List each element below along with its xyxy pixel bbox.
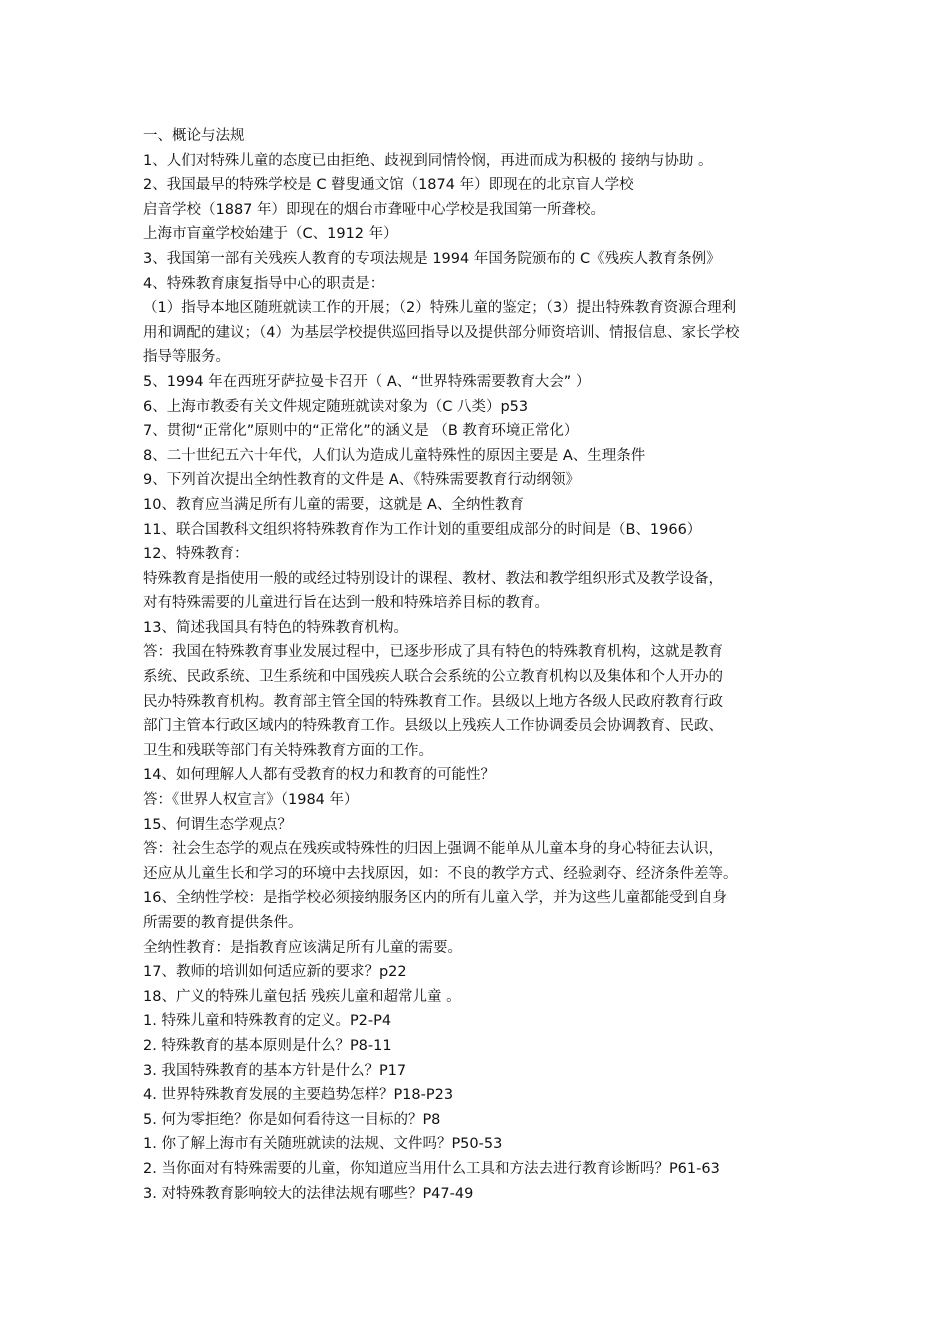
text-line: 3. 对特殊教育影响较大的法律法规有哪些？P47-49 [143, 1185, 474, 1202]
text-line: 3、我国第一部有关残疾人教育的专项法规是 1994 年国务院颁布的 C《残疾人教育条例》 [143, 250, 721, 267]
text-line: 9、下列首次提出全纳性教育的文件是 A、《特殊需要教育行动纲领》 [143, 472, 581, 489]
section-heading: 一、概论与法规 [143, 128, 245, 144]
text-line: （1）指导本地区随班就读工作的开展；（2）特殊儿童的鉴定；（3）提出特殊教育资源合理利 [143, 300, 737, 317]
text-line: 启音学校（1887 年）即现在的烟台市聋哑中心学校是我国第一所聋校。 [143, 201, 606, 218]
text-line: 用和调配的建议；（4）为基层学校提供巡回指导以及提供部分师资培训、情报信息、家长学校 [143, 324, 740, 341]
text-line: 15、何谓生态学观点？ [143, 816, 292, 833]
text-line: 5、1994 年在西班牙萨拉曼卡召开（ A、“世界特殊需要教育大会” ） [143, 373, 591, 390]
text-line: 14、如何理解人人都有受教育的权力和教育的可能性？ [143, 767, 495, 784]
text-line: 2、我国最早的特殊学校是 C 瞽叟通文馆（1874 年）即现在的北京盲人学校 [143, 177, 634, 194]
text-line: 8、二十世纪五六十年代，人们认为造成儿童特殊性的原因主要是 A、生理条件 [143, 447, 646, 464]
text-line: 1、人们对特殊儿童的态度已由拒绝、歧视到同情怜悯，再进而成为积极的 接纳与协助 。 [143, 152, 713, 169]
text-line: 3. 我国特殊教育的基本方针是什么？P17 [143, 1062, 407, 1079]
text-line: 还应从儿童生长和学习的环境中去找原因，如：不良的教学方式、经验剥夺、经济条件差等。 [143, 865, 738, 882]
text-line: 上海市盲童学校始建于（C、1912 年） [143, 226, 398, 243]
text-line: 5. 何为零拒绝？你是如何看待这一目标的？P8 [143, 1111, 441, 1128]
text-line: 10、教育应当满足所有儿童的需要，这就是 A、全纳性教育 [143, 496, 524, 513]
text-line: 所需要的教育提供条件。 [143, 915, 303, 931]
text-line: 1. 你了解上海市有关随班就读的法规、文件吗？P50-53 [143, 1136, 503, 1153]
text-line: 4. 世界特殊教育发展的主要趋势怎样？P18-P23 [143, 1087, 454, 1104]
text-line: 18、广义的特殊儿童包括 残疾儿童和超常儿童 。 [143, 988, 461, 1005]
text-line: 4、特殊教育康复指导中心的职责是： [143, 275, 385, 292]
text-line: 11、联合国教科文组织将特殊教育作为工作计划的重要组成部分的时间是（B、1966） [143, 521, 702, 538]
text-line: 17、教师的培训如何适应新的要求？p22 [143, 964, 407, 981]
text-line: 12、特殊教育： [143, 546, 249, 563]
text-line: 6、上海市教委有关文件规定随班就读对象为（C 八类）p53 [143, 398, 529, 415]
text-line: 13、简述我国具有特色的特殊教育机构。 [143, 619, 408, 636]
text-line: 7、贯彻“正常化”原则中的“正常化”的涵义是 （B 教育环境正常化） [143, 423, 579, 440]
text-line: 卫生和残联等部门有关特殊教育方面的工作。 [143, 742, 433, 759]
text-line: 全纳性教育：是指教育应该满足所有儿童的需要。 [143, 939, 462, 956]
text-line: 16、全纳性学校：是指学校必须接纳服务区内的所有儿童入学，并为这些儿童都能受到自身 [143, 890, 727, 907]
text-line: 1. 特殊儿童和特殊教育的定义。P2-P4 [143, 1013, 392, 1030]
text-line: 2. 特殊教育的基本原则是什么？P8-11 [143, 1037, 392, 1054]
text-line: 特殊教育是指使用一般的或经过特别设计的课程、教材、教法和教学组织形式及教学设备， [143, 570, 723, 587]
text-line: 答：我国在特殊教育事业发展过程中，已逐步形成了具有特色的特殊教育机构，这就是教育 [143, 644, 723, 661]
document-body [143, 124, 813, 1206]
text-line: 对有特殊需要的儿童进行旨在达到一般和特殊培养目标的教育。 [143, 595, 549, 612]
text-line: 2. 当你面对有特殊需要的儿童，你知道应当用什么工具和方法去进行教育诊断吗？P61-63 [143, 1160, 720, 1177]
text-line: 民办特殊教育机构。教育部主管全国的特殊教育工作。县级以上地方各级人民政府教育行政 [143, 693, 723, 710]
text-line: 指导等服务。 [143, 349, 230, 366]
text-line: 部门主管本行政区域内的特殊教育工作。县级以上残疾人工作协调委员会协调教育、民政、 [143, 718, 723, 735]
text-line: 答：《世界人权宣言》（1984 年） [143, 792, 359, 809]
text-line: 系统、民政系统、卫生系统和中国残疾人联合会系统的公立教育机构以及集体和个人开办的 [143, 669, 723, 686]
text-line: 答：社会生态学的观点在残疾或特殊性的归因上强调不能单从儿童本身的身心特征去认识， [143, 841, 723, 858]
